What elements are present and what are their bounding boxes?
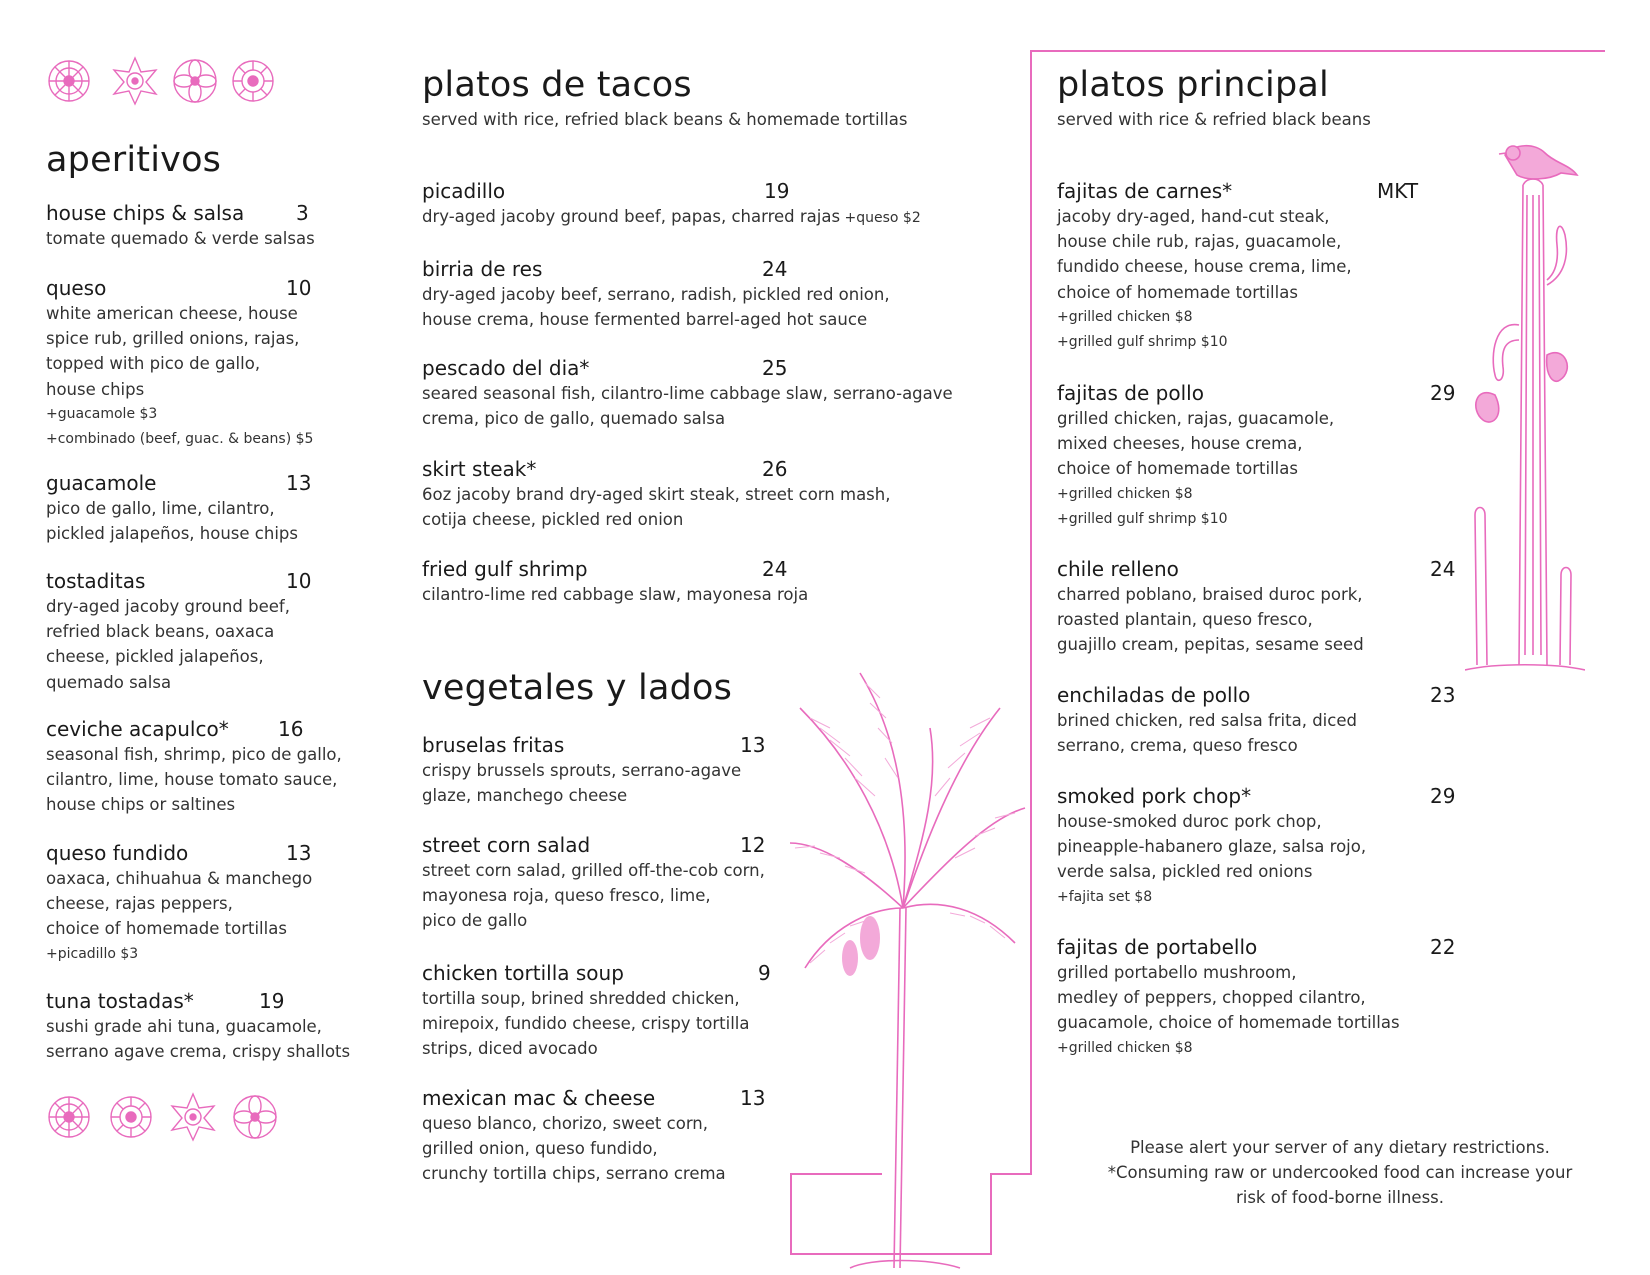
menu-item-name: pescado del dia* (422, 356, 590, 380)
menu-item-price: 19 (764, 179, 790, 203)
menu-item-price: 12 (740, 833, 766, 857)
menu-item-addon: +grilled chicken $8 (1057, 485, 1193, 502)
menu-item (422, 960, 771, 1062)
menu-item-description: charred poblano, braised duroc pork, roasted plantain, queso fresco, guajillo cream, pepitas, sesame seed (1057, 585, 1364, 655)
menu-item (422, 832, 765, 934)
menu-item-description: tortilla soup, brined shredded chicken, mirepoix, fundido cheese, crispy tortilla strips, diced avocado (422, 989, 750, 1059)
menu-item-description: street corn salad, grilled off-the-cob corn, mayonesa roja, queso fresco, lime, pico de gallo (422, 861, 765, 931)
menu-item-price: 25 (762, 356, 788, 380)
medallion-icon (110, 56, 160, 106)
palm-tree-icon (790, 668, 1030, 1275)
menu-item-price: 10 (286, 276, 312, 300)
menu-item-name: house chips & salsa (46, 201, 245, 225)
menu-item-price: 24 (762, 257, 788, 281)
menu-item-price: 16 (278, 717, 304, 741)
menu-item-description: house-smoked duroc pork chop, pineapple-habanero glaze, salsa rojo, verde salsa, pickled red onions (1057, 812, 1367, 882)
menu-item-description: pico de gallo, lime, cilantro, pickled jalapeños, house chips (46, 499, 298, 544)
menu-item-description: crispy brussels sprouts, serrano-agave glaze, manchego cheese (422, 761, 742, 806)
menu-item-description: queso blanco, chorizo, sweet corn, grilled onion, queso fundido, crunchy tortilla chips, serrano crema (422, 1114, 726, 1184)
menu-item (46, 200, 315, 251)
menu-item-description: grilled portabello mushroom, medley of peppers, chopped cilantro, guacamole, choice of homemade tortillas (1057, 963, 1400, 1033)
menu-item-price: 19 (259, 989, 285, 1013)
menu-item (1057, 178, 1419, 355)
menu-item-description: brined chicken, red salsa frita, diced serrano, crema, queso fresco (1057, 711, 1357, 756)
menu-item-price: 13 (740, 733, 766, 757)
menu-item-name: fried gulf shrimp (422, 557, 588, 581)
menu-item-name: birria de res (422, 257, 543, 281)
menu-item-addon: +grilled gulf shrimp $10 (1057, 510, 1228, 527)
menu-item-name: smoked pork chop* (1057, 784, 1252, 808)
menu-item-name: queso (46, 276, 107, 300)
menu-item (422, 256, 890, 332)
menu-item (1057, 556, 1456, 658)
menu-item-name: fajitas de carnes* (1057, 179, 1233, 203)
menu-item-name: picadillo (422, 179, 506, 203)
menu-item (422, 355, 953, 431)
menu-item-addon: +grilled chicken $8 (1057, 308, 1193, 325)
menu-item-price: 13 (286, 471, 312, 495)
menu-item (46, 470, 312, 546)
menu-item-description: oaxaca, chihuahua & manchego cheese, rajas peppers, choice of homemade tortillas (46, 869, 313, 939)
menu-item-name: tostaditas (46, 569, 146, 593)
medallion-icon (170, 56, 220, 106)
menu-item-price: 3 (296, 201, 309, 225)
menu-item-name: guacamole (46, 471, 157, 495)
menu-item-addon: +picadillo $3 (46, 945, 139, 962)
menu-item-name: chile relleno (1057, 557, 1179, 581)
tacos-subtitle: served with rice, refried black beans & homemade tortillas (422, 110, 908, 129)
frame-rule-left (1030, 50, 1032, 1175)
menu-item-name: bruselas fritas (422, 733, 565, 757)
menu-item-description: dry-aged jacoby ground beef, papas, charred rajas +queso $2 (422, 207, 921, 226)
menu-item (422, 556, 808, 607)
menu-item-addon: +guacamole $3 (46, 405, 158, 422)
menu-item-price: MKT (1377, 179, 1419, 203)
menu-item-name: street corn salad (422, 833, 591, 857)
menu-item-description: dry-aged jacoby ground beef, refried black beans, oaxaca cheese, pickled jalapeños, quemado salsa (46, 597, 290, 692)
menu-item-price: 13 (740, 1086, 766, 1110)
menu-item-name: skirt steak* (422, 457, 537, 481)
frame-rule-top (1030, 50, 1605, 52)
menu-item-name: fajitas de portabello (1057, 935, 1258, 959)
menu-item-addon: +fajita set $8 (1057, 888, 1153, 905)
menu-item-price: 22 (1430, 935, 1456, 959)
menu-item-addon: +queso $2 (840, 210, 921, 226)
dietary-notice: Please alert your server of any dietary restrictions. *Consuming raw or undercooked food can increase your risk of food-borne illness. (1107, 1138, 1573, 1207)
menu-item (422, 456, 891, 532)
menu-item-description: seasonal fish, shrimp, pico de gallo, cilantro, lime, house tomato sauce, house chips or saltines (46, 745, 342, 815)
menu-item-price: 29 (1430, 381, 1456, 405)
menu-item-addon: +combinado (beef, guac. & beans) $5 (46, 431, 314, 448)
menu-item-price: 29 (1430, 784, 1456, 808)
menu-item-addon: +grilled gulf shrimp $10 (1057, 334, 1228, 351)
menu-item (46, 568, 312, 695)
medallion-icon (168, 1092, 218, 1142)
principal-title: platos principal (1057, 65, 1329, 105)
menu-item (46, 988, 350, 1064)
vegetales-title: vegetales y lados (422, 668, 733, 708)
menu-item-price: 24 (1430, 557, 1456, 581)
cactus-with-bird-icon (1465, 135, 1585, 680)
medallion-icon (46, 1094, 92, 1140)
menu-item (422, 732, 766, 808)
menu-item (46, 275, 313, 452)
menu-item-price: 13 (286, 841, 312, 865)
menu-item-price: 26 (762, 457, 788, 481)
menu-item-price: 23 (1430, 683, 1456, 707)
menu-item (422, 1085, 766, 1187)
menu-item-description: dry-aged jacoby beef, serrano, radish, pickled red onion, house crema, house fermented barrel-aged hot sauce (422, 285, 890, 330)
menu-item-price: 10 (286, 569, 312, 593)
menu-item-description: seared seasonal fish, cilantro-lime cabbage slaw, serrano-agave crema, pico de gallo, quemado salsa (422, 384, 953, 429)
menu-item-description: 6oz jacoby brand dry-aged skirt steak, street corn mash, cotija cheese, pickled red onion (422, 485, 891, 530)
menu-item-name: tuna tostadas* (46, 989, 194, 1013)
menu-item-name: queso fundido (46, 841, 189, 865)
menu-item (1057, 682, 1456, 758)
menu-item-name: enchiladas de pollo (1057, 683, 1251, 707)
menu-item-description: grilled chicken, rajas, guacamole, mixed cheeses, house crema, choice of homemade tortillas (1057, 409, 1335, 479)
menu-item-description: tomate quemado & verde salsas (46, 229, 315, 248)
medallion-icon (230, 58, 276, 104)
menu-item-name: ceviche acapulco* (46, 717, 229, 741)
menu-item-price: 24 (762, 557, 788, 581)
menu-item-description: cilantro-lime red cabbage slaw, mayonesa roja (422, 585, 809, 604)
aperitivos-title: aperitivos (46, 140, 222, 180)
menu-item-price: 9 (758, 961, 771, 985)
menu-item-name: chicken tortilla soup (422, 961, 624, 985)
menu-item (46, 716, 342, 818)
menu-item (1057, 380, 1456, 532)
menu-item (1057, 934, 1456, 1061)
medallion-icon (46, 58, 92, 104)
tacos-title: platos de tacos (422, 65, 692, 105)
principal-subtitle: served with rice & refried black beans (1057, 110, 1371, 129)
medallion-icon (108, 1094, 154, 1140)
menu-item-description: sushi grade ahi tuna, guacamole, serrano agave crema, crispy shallots (46, 1017, 351, 1062)
menu-item-description: white american cheese, house spice rub, grilled onions, rajas, topped with pico de gallo, house chips (46, 304, 300, 399)
medallion-icon (230, 1092, 280, 1142)
menu-item-description: jacoby dry-aged, hand-cut steak, house chile rub, rajas, guacamole, fundido cheese, house crema, lime, choice of homemade tortillas (1057, 207, 1352, 302)
menu-item (1057, 783, 1456, 910)
menu-item-name: fajitas de pollo (1057, 381, 1204, 405)
menu-item (422, 178, 921, 231)
menu-item (46, 840, 312, 967)
menu-item-addon: +grilled chicken $8 (1057, 1039, 1193, 1056)
menu-item-name: mexican mac & cheese (422, 1086, 656, 1110)
